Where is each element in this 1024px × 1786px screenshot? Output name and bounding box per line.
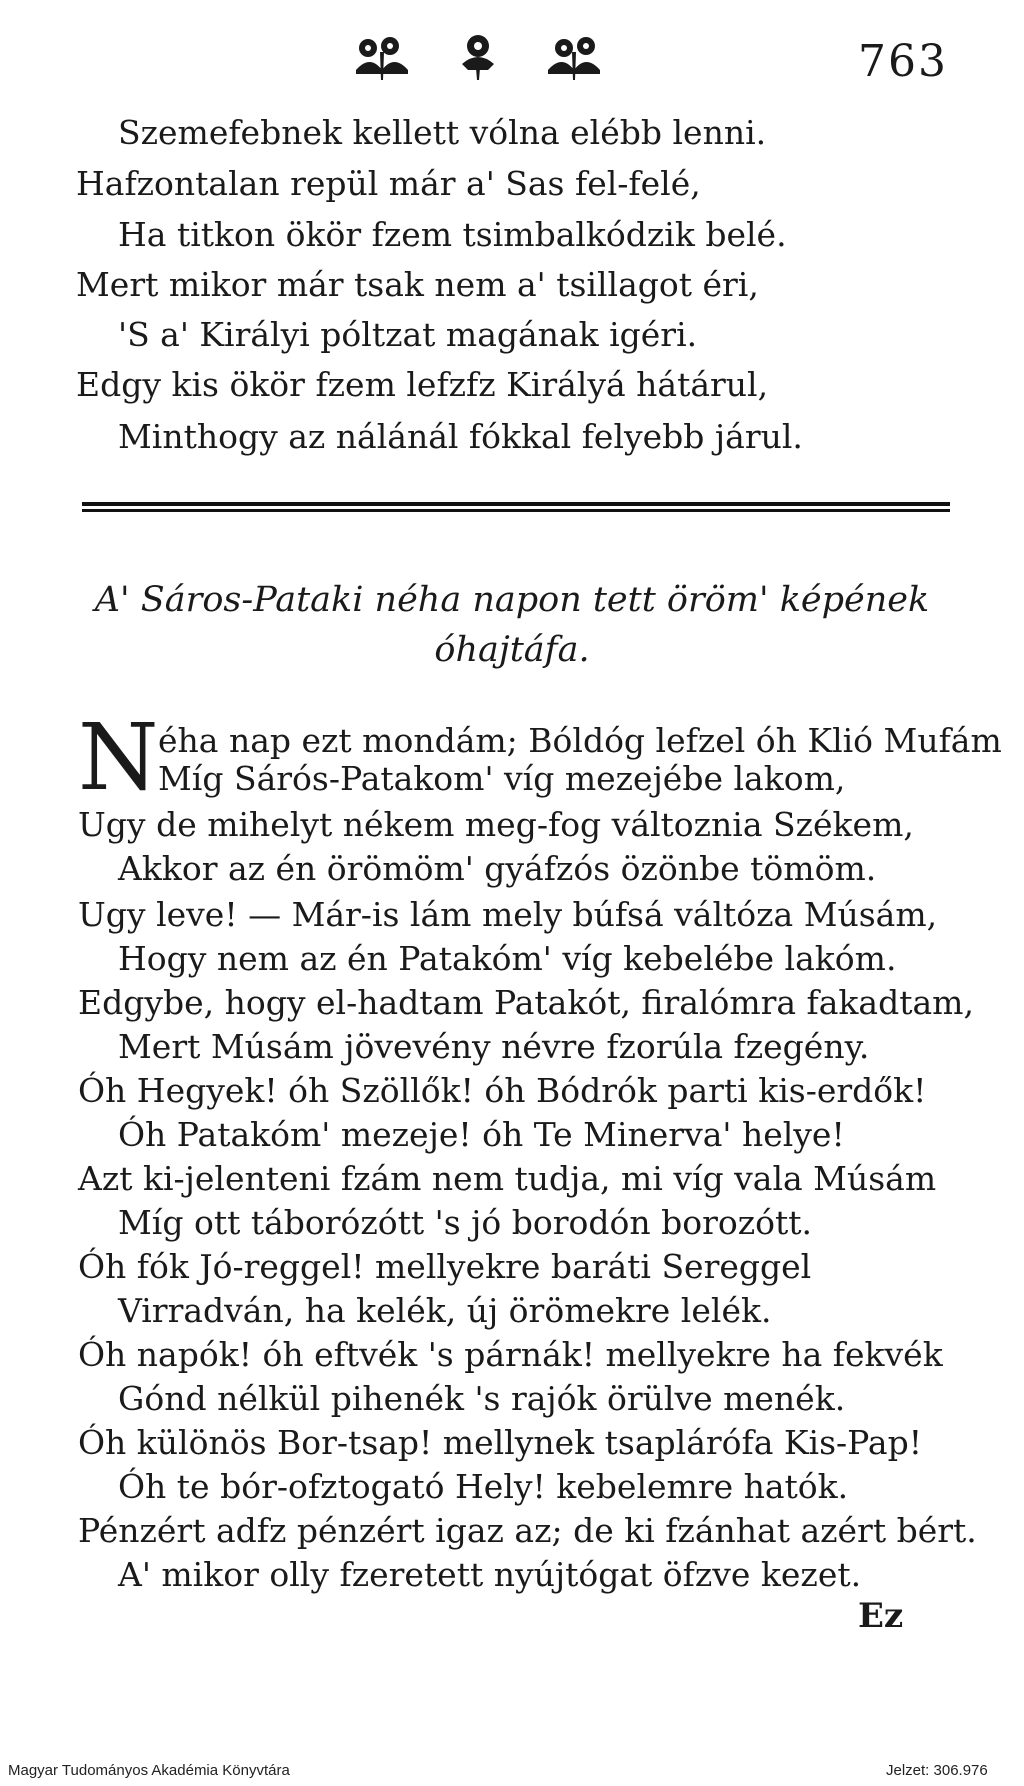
poem-title-continued: óhajtáfa. <box>434 630 590 670</box>
page-number: 763 <box>858 36 948 87</box>
verse-line: Minthogy az nálánál fókkal felyebb járul. <box>118 417 803 456</box>
verse-line: Óh Hegyek! óh Szöllők! óh Bódrók parti kis-erdők! <box>78 1071 927 1110</box>
verse-line: éha nap ezt mondám; Bóldóg lefzel óh Klió Mufám <box>158 721 1002 760</box>
verse-line: Hafzontalan repül már a' Sas fel-felé, <box>76 164 701 203</box>
verse-line: Azt ki-jelenteni fzám nem tudja, mi víg vala Músám <box>78 1159 937 1198</box>
verse-line: Edgy kis ökör fzem lefzfz Királyá hátárul, <box>76 365 769 404</box>
poem-title: A' Sáros-Pataki néha napon tett öröm' képének <box>94 580 930 620</box>
verse-line: Óh Patakóm' mezeje! óh Te Minerva' helye! <box>118 1115 845 1154</box>
verse-line: Gónd nélkül pihenék 's rajók örülve menék. <box>118 1379 846 1418</box>
verse-line: Míg Sárós-Patakom' víg mezejébe lakom, <box>158 759 846 798</box>
verse-line: Hogy nem az én Patakóm' víg kebelébe lakóm. <box>118 939 897 978</box>
verse-line: Óh különös Bor-tsap! mellynek tsaplárófa Kis-Pap! <box>78 1423 922 1462</box>
catchword: Ez <box>858 1596 904 1636</box>
verse-line: Virradván, ha kelék, új örömekre lelék. <box>118 1291 772 1330</box>
verse-line: Pénzért adfz pénzért igaz az; de ki fzánhat azért bért. <box>78 1511 977 1550</box>
verse-line: A' mikor olly fzeretett nyújtógat öfzve kezet. <box>118 1555 862 1594</box>
verse-line: Ha titkon ökör fzem tsimbalkódzik belé. <box>118 215 787 254</box>
verse-line: Akkor az én örömöm' gyáfzós özönbe tömöm. <box>118 849 877 888</box>
section-divider <box>82 502 950 512</box>
header-ornaments <box>350 30 606 82</box>
verse-line: Míg ott táborózótt 's jó borodón borozótt. <box>118 1203 813 1242</box>
flower-ornament-icon <box>458 30 498 82</box>
flower-ornament-icon <box>350 30 414 82</box>
verse-line: Ugy leve! — Már-is lám mely búfsá váltóza Músám, <box>78 895 938 934</box>
verse-line: Szemefebnek kellett vólna elébb lenni. <box>118 113 767 152</box>
verse-line: Mert Músám jövevény névre fzorúla fzegény. <box>118 1027 870 1066</box>
shelfmark: Jelzet: 306.976 <box>886 1762 988 1779</box>
library-credit: Magyar Tudományos Akadémia Könyvtára <box>8 1762 290 1779</box>
verse-line: Óh napók! óh eftvék 's párnák! mellyekre ha fekvék <box>78 1335 943 1374</box>
verse-line: 'S a' Királyi póltzat magának igéri. <box>118 315 698 354</box>
verse-line: Edgybe, hogy el-hadtam Patakót, firalómra fakadtam, <box>78 983 974 1022</box>
verse-line: Mert mikor már tsak nem a' tsillagot éri, <box>76 265 759 304</box>
verse-line: Ugy de mihelyt nékem meg-fog változnia Székem, <box>78 805 914 844</box>
verse-line: Óh fók Jó-reggel! mellyekre baráti Sereggel <box>78 1247 812 1286</box>
verse-line: Óh te bór-ofztogató Hely! kebelemre hatók. <box>118 1467 849 1506</box>
flower-ornament-icon <box>542 30 606 82</box>
drop-cap: N <box>78 704 159 811</box>
